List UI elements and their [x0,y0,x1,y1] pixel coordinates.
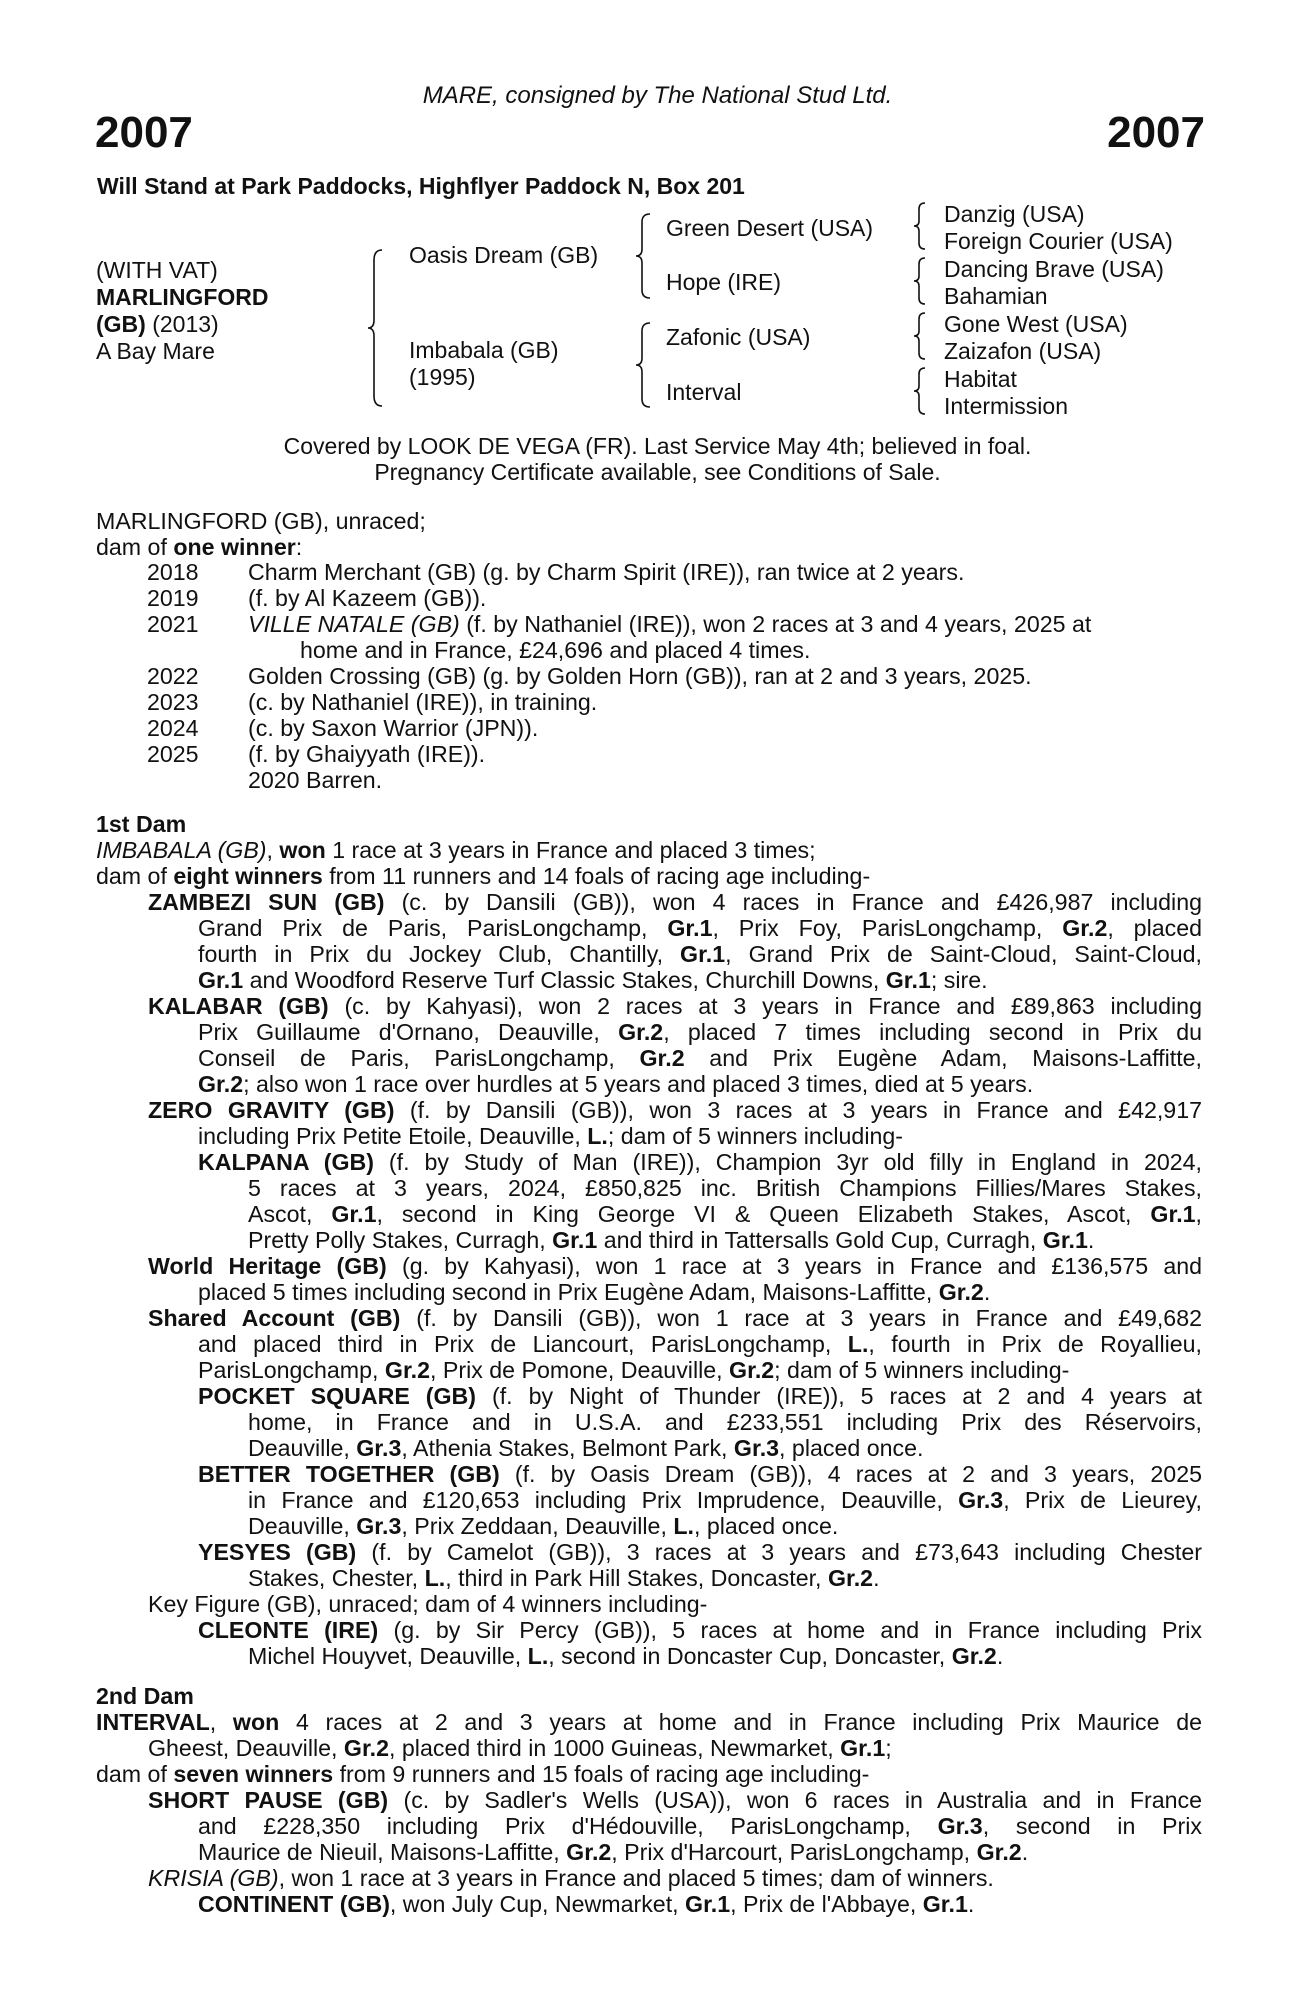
produce-winner-name: VILLE NATALE (GB) [248,611,460,637]
zambezi-line-1: ZAMBEZI SUN (GB) (c. by Dansili (GB)), won 4 races in France and £426,987 including [148,889,1202,915]
better-together-name: BETTER TOGETHER (GB) [198,1461,500,1487]
pocket-square-line-2: home, in France and in U.S.A. and £233,551 including Prix des Réservoirs, [248,1409,1202,1435]
second-dam-heading: 2nd Dam [96,1683,194,1709]
first-dam-heading: 1st Dam [96,811,187,837]
horse-description: A Bay Mare [96,338,215,364]
produce-text: VILLE NATALE (GB) (f. by Nathaniel (IRE)), won 2 races at 3 and 4 years, 2025 at [248,611,1092,637]
pedigree-sire: Oasis Dream (GB) [409,242,599,268]
produce-text: Golden Crossing (GB) (g. by Golden Horn (GB)), ran at 2 and 3 years, 2025. [248,663,1032,689]
stand-location: Will Stand at Park Paddocks, Highflyer Paddock N, Box 201 [97,173,745,199]
second-dam-line-2: Gheest, Deauville, Gr.2, placed third in 1000 Guineas, Newmarket, Gr.1; [148,1735,892,1761]
produce-year: 2025 [147,741,199,767]
world-heritage-name: World Heritage (GB) [148,1253,387,1279]
produce-year: 2022 [147,663,199,689]
short-pause-line-1: SHORT PAUSE (GB) (c. by Sadler's Wells (USA)), won 6 races in Australia and in France [148,1787,1202,1813]
horse-country: (GB) [96,311,146,337]
pedigree-brace-3 [913,311,929,361]
yesyes-line-2: Stakes, Chester, L., third in Park Hill Stakes, Doncaster, Gr.2. [248,1565,880,1591]
pedigree-sdd: Bahamian [944,283,1048,309]
produce-year: 2024 [147,715,199,741]
pedigree-sds: Dancing Brave (USA) [944,256,1164,282]
produce-text: (c. by Nathaniel (IRE)), in training. [248,689,598,715]
short-pause-line-3: Maurice de Nieuil, Maisons-Laffitte, Gr.2, Prix d'Harcourt, ParisLongchamp, Gr.2. [198,1839,1029,1865]
pedigree-dsd: Zaizafon (USA) [944,338,1102,364]
zambezi-sun-name: ZAMBEZI SUN (GB) [148,889,385,915]
first-dam-line-2: dam of eight winners from 11 runners and 14 foals of racing age including- [96,863,871,889]
covered-line-1: Covered by LOOK DE VEGA (FR). Last Service May 4th; believed in foal. [283,433,1032,459]
kalpana-line-3: Ascot, Gr.1, second in King George VI & Queen Elizabeth Stakes, Ascot, Gr.1, [248,1201,1202,1227]
krisia-line: KRISIA (GB), won 1 race at 3 years in France and placed 5 times; dam of winners. [148,1865,994,1891]
produce-dam-of: dam of one winner: [96,534,303,560]
pedigree-dam-sire: Zafonic (USA) [666,324,811,350]
kalabar-line-4: Gr.2; also won 1 race over hurdles at 5 years and placed 3 times, died at 5 years. [198,1071,1034,1097]
shared-account-name: Shared Account (GB) [148,1305,401,1331]
produce-year: 2021 [147,611,199,637]
pocket-square-line-1: POCKET SQUARE (GB) (f. by Night of Thunder (IRE)), 5 races at 2 and 4 years at [198,1383,1202,1409]
second-dam-line-1: INTERVAL, won 4 races at 2 and 3 years at home and in France including Prix Maurice de [96,1709,1202,1735]
yesyes-name: YESYES (GB) [198,1539,357,1565]
pedigree-dss: Gone West (USA) [944,311,1128,337]
produce-intro: MARLINGFORD (GB), unraced; [96,508,426,534]
pedigree-dds: Habitat [944,366,1017,392]
continent-line: CONTINENT (GB), won July Cup, Newmarket, Gr.1, Prix de l'Abbaye, Gr.1. [198,1891,975,1917]
kalabar-line-3: Conseil de Paris, ParisLongchamp, Gr.2 and Prix Eugène Adam, Maisons-Laffitte, [198,1045,1202,1071]
zero-gravity-name: ZERO GRAVITY (GB) [148,1097,395,1123]
zero-gravity-line-2: including Prix Petite Etoile, Deauville, L.; dam of 5 winners including- [198,1123,903,1149]
continent-name: CONTINENT (GB) [198,1891,390,1917]
pedigree-brace-sire [636,212,656,302]
zero-gravity-line-1: ZERO GRAVITY (GB) (f. by Dansili (GB)), won 3 races at 3 years in France and £42,917 [148,1097,1202,1123]
shared-account-line-2: and placed third in Prix de Liancourt, ParisLongchamp, L., fourth in Prix de Royallieu, [198,1331,1202,1357]
kalpana-line-4: Pretty Polly Stakes, Curragh, Gr.1 and third in Tattersalls Gold Cup, Curragh, Gr.1. [248,1227,1095,1253]
kalpana-line-1: KALPANA (GB) (f. by Study of Man (IRE)), Champion 3yr old filly in England in 2024, [198,1149,1202,1175]
kalpana-name: KALPANA (GB) [198,1149,374,1175]
better-together-line-3: Deauville, Gr.3, Prix Zeddaan, Deauville, L., placed once. [248,1513,839,1539]
short-pause-name: SHORT PAUSE (GB) [148,1787,389,1813]
shared-account-line-1: Shared Account (GB) (f. by Dansili (GB)), won 1 race at 3 years in France and £49,682 [148,1305,1202,1331]
produce-text: Charm Merchant (GB) (g. by Charm Spirit (IRE)), ran twice at 2 years. [248,559,965,585]
second-dam-line-3: dam of seven winners from 9 runners and 15 foals of racing age including- [96,1761,870,1787]
pedigree-ssd: Foreign Courier (USA) [944,228,1173,254]
horse-year: (2013) [145,311,219,337]
pedigree-brace-4 [913,366,929,416]
pedigree-dam-year: (1995) [409,364,476,390]
kalpana-line-2: 5 races at 3 years, 2024, £850,825 inc. British Champions Fillies/Mares Stakes, [248,1175,1202,1201]
produce-barren: 2020 Barren. [248,767,383,793]
short-pause-line-2: and £228,350 including Prix d'Hédouville, ParisLongchamp, Gr.3, second in Prix [198,1813,1202,1839]
produce-year: 2023 [147,689,199,715]
pedigree-sire-sire: Green Desert (USA) [666,215,874,241]
kalabar-line-1: KALABAR (GB) (c. by Kahyasi), won 2 races at 3 years in France and £89,863 including [148,993,1202,1019]
page-subtitle: MARE, consigned by The National Stud Ltd. [422,82,893,109]
pedigree-brace-main [368,248,388,408]
pedigree-dam: Imbabala (GB) [409,337,559,363]
pedigree-sss: Danzig (USA) [944,201,1085,227]
produce-text-cont: home and in France, £24,696 and placed 4 times. [300,637,811,663]
cleonte-line-2: Michel Houyvet, Deauville, L., second in Doncaster Cup, Doncaster, Gr.2. [248,1643,1004,1669]
yesyes-line-1: YESYES (GB) (f. by Camelot (GB)), 3 races at 3 years and £73,643 including Chester [198,1539,1202,1565]
produce-text: (f. by Al Kazeem (GB)). [248,585,487,611]
lot-number-left: 2007 [95,108,193,157]
better-together-line-1: BETTER TOGETHER (GB) (f. by Oasis Dream (GB)), 4 races at 2 and 3 years, 2025 [198,1461,1202,1487]
key-figure-line: Key Figure (GB), unraced; dam of 4 winners including- [148,1591,708,1617]
lot-number-right: 2007 [1107,108,1205,157]
pedigree-brace-dam [636,321,656,411]
zambezi-line-2: Grand Prix de Paris, ParisLongchamp, Gr.1, Prix Foy, ParisLongchamp, Gr.2, placed [198,915,1203,941]
pedigree-brace-2 [913,256,929,306]
horse-name: MARLINGFORD [96,284,269,310]
pedigree-brace-1 [913,201,929,251]
pocket-square-name: POCKET SQUARE (GB) [198,1383,477,1409]
shared-account-line-3: ParisLongchamp, Gr.2, Prix de Pomone, Deauville, Gr.2; dam of 5 winners including- [198,1357,1070,1383]
zambezi-line-3: fourth in Prix du Jockey Club, Chantilly, Gr.1, Grand Prix de Saint-Cloud, Saint-Cloud, [198,941,1202,967]
world-heritage-line-2: placed 5 times including second in Prix Eugène Adam, Maisons-Laffitte, Gr.2. [198,1279,991,1305]
produce-text: (f. by Ghaiyyath (IRE)). [248,741,486,767]
cleonte-name: CLEONTE (IRE) [198,1617,379,1643]
vat-label: (WITH VAT) [96,257,218,283]
produce-text: (c. by Saxon Warrior (JPN)). [248,715,539,741]
covered-line-2: Pregnancy Certificate available, see Conditions of Sale. [374,459,941,485]
pocket-square-line-3: Deauville, Gr.3, Athenia Stakes, Belmont Park, Gr.3, placed once. [248,1435,924,1461]
pedigree-sire-dam: Hope (IRE) [666,269,782,295]
world-heritage-line-1: World Heritage (GB) (g. by Kahyasi), won 1 race at 3 years in France and £136,575 and [148,1253,1203,1279]
kalabar-line-2: Prix Guillaume d'Ornano, Deauville, Gr.2, placed 7 times including second in Prix du [198,1019,1202,1045]
cleonte-line-1: CLEONTE (IRE) (g. by Sir Percy (GB)), 5 races at home and in France including Prix [198,1617,1202,1643]
better-together-line-2: in France and £120,653 including Prix Imprudence, Deauville, Gr.3, Prix de Lieurey, [248,1487,1202,1513]
zambezi-line-4: Gr.1 and Woodford Reserve Turf Classic Stakes, Churchill Downs, Gr.1; sire. [198,967,988,993]
pedigree-ddd: Intermission [944,393,1068,419]
first-dam-line-1: IMBABALA (GB), won 1 race at 3 years in France and placed 3 times; [96,837,816,863]
kalabar-name: KALABAR (GB) [148,993,329,1019]
produce-year: 2019 [147,585,199,611]
krisia-name: KRISIA (GB) [148,1865,279,1891]
pedigree-dam-dam: Interval [666,379,742,405]
horse-origin [96,311,219,338]
produce-year: 2018 [147,559,199,585]
